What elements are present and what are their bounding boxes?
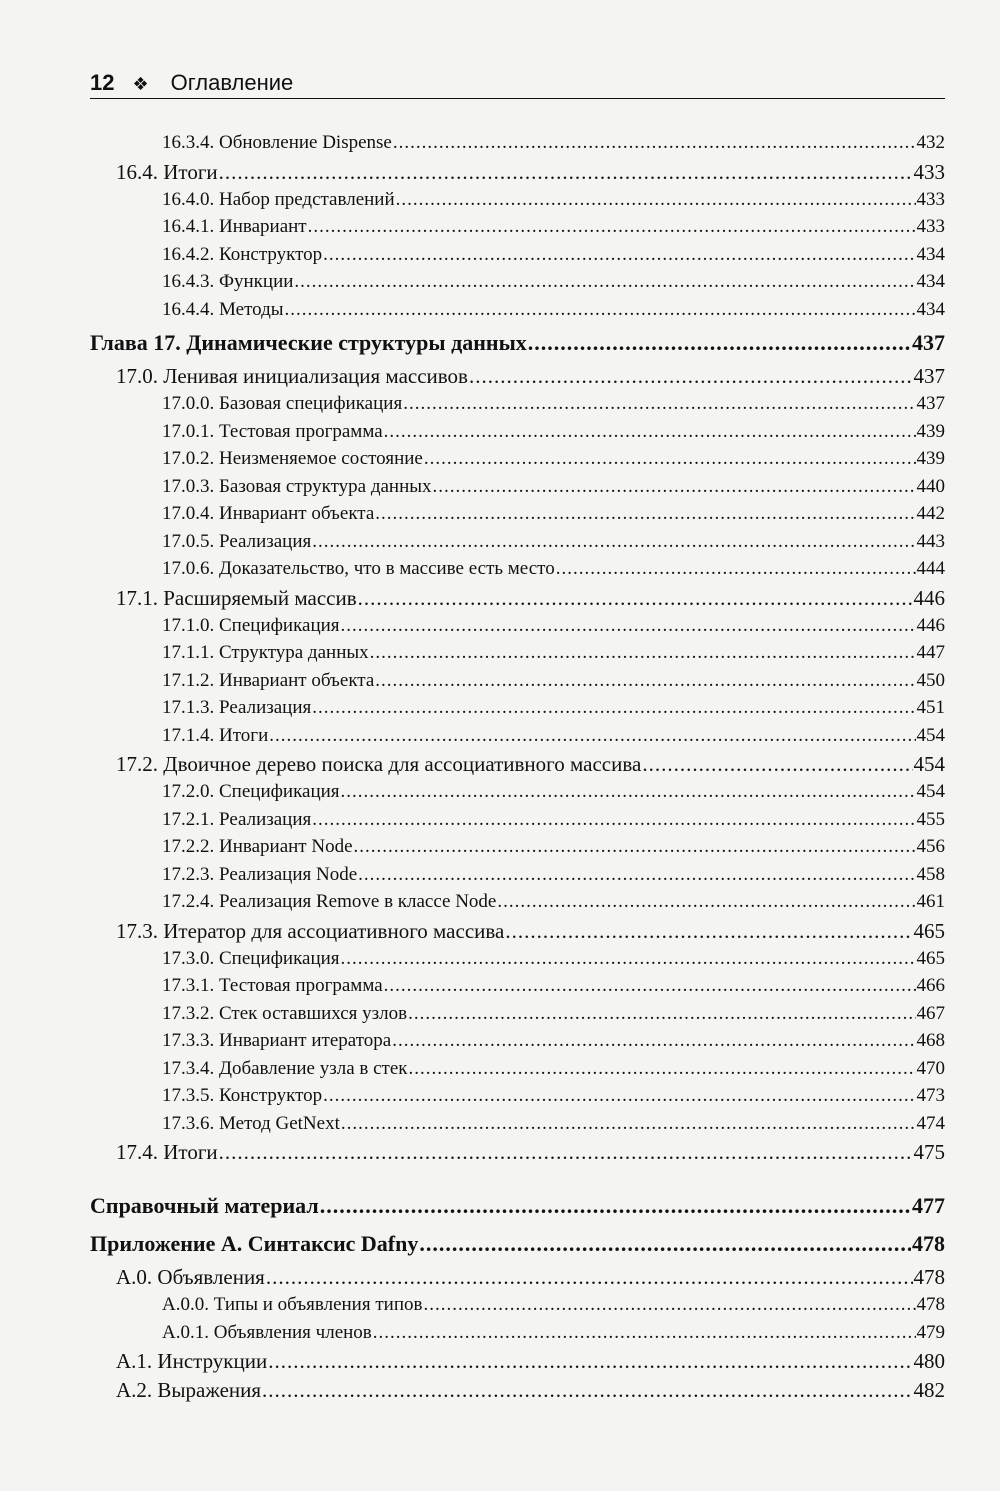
toc-leader-dots bbox=[403, 393, 915, 415]
toc-leader-dots bbox=[262, 1378, 912, 1403]
toc-entry-title: 17.3.4. Добавление узла в стек bbox=[162, 1057, 408, 1079]
toc-entry-title: 17.0.2. Неизменяемое состояние bbox=[162, 448, 423, 469]
toc-entry-page: 482 bbox=[913, 1378, 945, 1402]
toc-entry bbox=[90, 1294, 945, 1322]
toc-entry-title: 17.0.0. Базовая спецификация bbox=[162, 393, 403, 414]
toc-entry-title: 17.2.3. Реализация Node bbox=[162, 863, 358, 885]
toc-entry-title: 17.2. Двоичное дерево поиска для ассоциативного массива bbox=[116, 752, 642, 776]
toc-leader-dots bbox=[341, 781, 916, 803]
toc-entry-title: 17.3.5. Конструктор bbox=[162, 1085, 323, 1106]
toc-leader-dots bbox=[497, 891, 915, 913]
running-head-title: Оглавление bbox=[170, 70, 294, 95]
toc-leader-dots bbox=[408, 1003, 915, 1025]
toc-leader-dots bbox=[423, 1294, 915, 1316]
toc-entry-page: 433 bbox=[913, 159, 945, 184]
toc-entry-title: 17.1.2. Инвариант объекта bbox=[162, 669, 375, 691]
toc-entry-page: 465 bbox=[913, 918, 945, 943]
toc-entry bbox=[90, 299, 945, 327]
toc-entry-page: 437 bbox=[912, 330, 945, 355]
toc-leader-dots bbox=[269, 725, 915, 747]
running-head bbox=[90, 70, 945, 99]
toc-entry-title: Справочный материал bbox=[90, 1193, 319, 1218]
toc-leader-dots bbox=[392, 1030, 915, 1052]
toc-entry bbox=[90, 752, 945, 781]
toc-entry-title: 17.3.2. Стек оставшихся узлов bbox=[162, 1002, 408, 1024]
toc-entry-page: 451 bbox=[916, 697, 945, 718]
toc-entry bbox=[90, 670, 945, 698]
toc-leader-dots bbox=[308, 216, 916, 238]
toc-entry bbox=[90, 189, 945, 217]
toc-spacer bbox=[90, 1169, 945, 1189]
toc-entry-title: 17.1.1. Структура данных bbox=[162, 642, 369, 663]
toc-leader-dots bbox=[393, 132, 916, 154]
toc-entry-title: А.2. Выражения bbox=[116, 1378, 262, 1402]
toc-entry bbox=[90, 1113, 945, 1141]
toc-leader-dots bbox=[505, 919, 912, 944]
toc-entry-page: 477 bbox=[912, 1193, 945, 1218]
toc-entry bbox=[90, 1003, 945, 1031]
toc-leader-dots bbox=[285, 299, 916, 321]
toc-entry-page: 446 bbox=[913, 585, 945, 610]
toc-entry-title: 17.0.3. Базовая структура данных bbox=[162, 475, 432, 497]
toc-entry-page: 466 bbox=[916, 975, 945, 996]
toc-leader-dots bbox=[370, 642, 916, 664]
toc-entry bbox=[90, 809, 945, 837]
table-of-contents bbox=[90, 132, 945, 1407]
toc-entry-page: 474 bbox=[916, 1112, 945, 1134]
toc-entry-page: 439 bbox=[916, 448, 945, 469]
toc-leader-dots bbox=[384, 975, 916, 997]
toc-entry-title: 17.2.0. Спецификация bbox=[162, 781, 340, 802]
toc-entry-title: 17.3.0. Спецификация bbox=[162, 947, 340, 969]
toc-entry-page: 446 bbox=[916, 614, 945, 636]
toc-entry bbox=[90, 448, 945, 476]
toc-entry bbox=[90, 531, 945, 559]
ornament-icon: ❖ bbox=[132, 74, 149, 94]
toc-entry bbox=[90, 271, 945, 299]
toc-leader-dots bbox=[375, 670, 915, 692]
toc-entry-page: 439 bbox=[916, 420, 945, 442]
toc-entry-title: 17.2.2. Инвариант Node bbox=[162, 836, 353, 857]
toc-leader-dots bbox=[294, 271, 915, 293]
toc-leader-dots bbox=[323, 1085, 915, 1107]
toc-entry-page: 478 bbox=[912, 1231, 945, 1256]
toc-entry bbox=[90, 1193, 945, 1227]
toc-entry-title: А.0. Объявления bbox=[116, 1265, 265, 1289]
toc-entry-title: 17.1. Расширяемый массив bbox=[116, 585, 357, 610]
toc-entry-page: 475 bbox=[913, 1140, 945, 1164]
toc-entry-title: 17.0.5. Реализация bbox=[162, 530, 312, 552]
toc-entry-page: 458 bbox=[916, 863, 945, 885]
toc-entry bbox=[90, 697, 945, 725]
toc-entry-page: 454 bbox=[916, 724, 945, 746]
toc-entry-page: 433 bbox=[916, 216, 945, 237]
toc-entry-title: Глава 17. Динамические структуры данных bbox=[90, 330, 527, 355]
toc-entry-page: 456 bbox=[916, 836, 945, 857]
toc-entry bbox=[90, 1265, 945, 1294]
toc-entry bbox=[90, 1030, 945, 1058]
toc-entry-title: А.0.0. Типы и объявления типов bbox=[162, 1294, 423, 1315]
toc-entry-title: 16.4.2. Конструктор bbox=[162, 243, 323, 265]
toc-leader-dots bbox=[419, 1231, 911, 1257]
toc-entry-title: 16.4. Итоги bbox=[116, 159, 218, 184]
toc-entry-title: 17.0. Ленивая инициализация массивов bbox=[116, 364, 468, 388]
toc-leader-dots bbox=[219, 1140, 913, 1165]
toc-leader-dots bbox=[320, 1193, 911, 1219]
toc-leader-dots bbox=[424, 448, 916, 470]
toc-entry bbox=[90, 364, 945, 393]
toc-entry-page: 434 bbox=[916, 243, 945, 265]
toc-leader-dots bbox=[266, 1265, 913, 1290]
toc-entry-page: 434 bbox=[916, 298, 945, 320]
toc-leader-dots bbox=[219, 160, 913, 185]
toc-entry-title: 16.3.4. Обновление Dispense bbox=[162, 132, 392, 153]
toc-entry bbox=[90, 919, 945, 948]
toc-entry-page: 467 bbox=[916, 1002, 945, 1024]
toc-leader-dots bbox=[323, 244, 915, 266]
toc-entry bbox=[90, 1322, 945, 1350]
toc-entry-page: 433 bbox=[916, 188, 945, 210]
toc-leader-dots bbox=[358, 586, 913, 611]
toc-entry bbox=[90, 476, 945, 504]
toc-entry-page: 432 bbox=[916, 132, 945, 153]
toc-entry bbox=[90, 1378, 945, 1407]
toc-entry-page: 450 bbox=[916, 669, 945, 691]
toc-leader-dots bbox=[556, 558, 916, 580]
toc-entry bbox=[90, 725, 945, 753]
toc-entry-title: 17.0.4. Инвариант объекта bbox=[162, 503, 375, 524]
toc-entry-page: 479 bbox=[916, 1321, 945, 1343]
toc-entry bbox=[90, 836, 945, 864]
toc-entry-page: 465 bbox=[916, 947, 945, 969]
toc-entry bbox=[90, 615, 945, 643]
toc-entry-page: 454 bbox=[916, 781, 945, 802]
toc-entry-page: 468 bbox=[916, 1030, 945, 1051]
toc-entry-page: 480 bbox=[913, 1349, 945, 1373]
toc-entry-page: 444 bbox=[916, 558, 945, 579]
toc-entry bbox=[90, 975, 945, 1003]
toc-entry-title: А.0.1. Объявления членов bbox=[162, 1321, 372, 1343]
toc-entry-page: 473 bbox=[916, 1085, 945, 1106]
toc-entry-title: 17.3.3. Инвариант итератора bbox=[162, 1030, 392, 1051]
toc-entry-title: 17.1.4. Итоги bbox=[162, 724, 269, 746]
toc-entry-page: 437 bbox=[913, 364, 945, 388]
toc-entry-page: 443 bbox=[916, 530, 945, 552]
toc-entry-title: 16.4.0. Набор представлений bbox=[162, 188, 395, 210]
toc-entry bbox=[90, 421, 945, 449]
toc-leader-dots bbox=[268, 1349, 912, 1374]
toc-leader-dots bbox=[312, 809, 915, 831]
book-page bbox=[90, 70, 945, 1402]
toc-entry bbox=[90, 393, 945, 421]
toc-entry-title: 17.1.3. Реализация bbox=[162, 697, 312, 718]
toc-entry-title: 17.3.1. Тестовая программа bbox=[162, 975, 383, 996]
toc-entry bbox=[90, 1140, 945, 1169]
toc-entry-title: 16.4.3. Функции bbox=[162, 271, 294, 292]
toc-entry bbox=[90, 1231, 945, 1265]
toc-entry bbox=[90, 1085, 945, 1113]
toc-entry-title: 17.2.4. Реализация Remove в классе Node bbox=[162, 891, 497, 912]
toc-leader-dots bbox=[375, 503, 915, 525]
toc-entry bbox=[90, 160, 945, 189]
toc-entry bbox=[90, 216, 945, 244]
toc-entry-title: 17.3. Итератор для ассоциативного массива bbox=[116, 918, 505, 943]
toc-entry bbox=[90, 891, 945, 919]
toc-leader-dots bbox=[373, 1322, 916, 1344]
toc-leader-dots bbox=[384, 421, 916, 443]
toc-leader-dots bbox=[341, 615, 916, 637]
toc-entry-title: А.1. Инструкции bbox=[116, 1349, 268, 1373]
toc-entry bbox=[90, 1349, 945, 1378]
toc-entry-page: 478 bbox=[913, 1265, 945, 1289]
toc-leader-dots bbox=[642, 752, 912, 777]
toc-entry-title: Приложение А. Синтаксис Dafny bbox=[90, 1231, 419, 1256]
toc-entry bbox=[90, 642, 945, 670]
toc-entry-page: 455 bbox=[916, 808, 945, 830]
toc-entry-page: 470 bbox=[916, 1057, 945, 1079]
toc-entry-page: 442 bbox=[916, 503, 945, 524]
toc-leader-dots bbox=[341, 948, 916, 970]
toc-leader-dots bbox=[358, 864, 915, 886]
toc-entry bbox=[90, 864, 945, 892]
toc-entry-title: 17.1.0. Спецификация bbox=[162, 614, 340, 636]
toc-entry-title: 16.4.1. Инвариант bbox=[162, 216, 307, 237]
toc-entry-page: 440 bbox=[916, 475, 945, 497]
toc-entry-title: 16.4.4. Методы bbox=[162, 298, 284, 320]
toc-leader-dots bbox=[312, 531, 915, 553]
toc-entry bbox=[90, 781, 945, 809]
toc-leader-dots bbox=[396, 189, 916, 211]
toc-entry-page: 434 bbox=[916, 271, 945, 292]
toc-entry-page: 478 bbox=[916, 1294, 945, 1315]
toc-entry bbox=[90, 132, 945, 160]
toc-entry-page: 454 bbox=[913, 752, 945, 776]
toc-entry-title: 17.4. Итоги bbox=[116, 1140, 218, 1164]
toc-entry bbox=[90, 330, 945, 364]
toc-entry-title: 17.3.6. Метод GetNext bbox=[162, 1112, 340, 1134]
toc-entry bbox=[90, 948, 945, 976]
toc-entry bbox=[90, 244, 945, 272]
toc-leader-dots bbox=[312, 697, 915, 719]
toc-entry-page: 437 bbox=[916, 393, 945, 414]
toc-entry-title: 17.2.1. Реализация bbox=[162, 808, 312, 830]
toc-entry bbox=[90, 558, 945, 586]
page-number: 12 bbox=[90, 70, 115, 95]
toc-leader-dots bbox=[341, 1113, 916, 1135]
toc-entry-title: 17.0.6. Доказательство, что в массиве есть место bbox=[162, 558, 555, 579]
toc-leader-dots bbox=[409, 1058, 916, 1080]
toc-entry bbox=[90, 586, 945, 615]
toc-entry-page: 461 bbox=[916, 891, 945, 912]
toc-leader-dots bbox=[433, 476, 916, 498]
toc-entry-title: 17.0.1. Тестовая программа bbox=[162, 420, 383, 442]
toc-entry bbox=[90, 1058, 945, 1086]
toc-entry bbox=[90, 503, 945, 531]
toc-leader-dots bbox=[469, 364, 913, 389]
toc-leader-dots bbox=[354, 836, 916, 858]
toc-leader-dots bbox=[528, 330, 911, 356]
toc-entry-page: 447 bbox=[916, 642, 945, 663]
